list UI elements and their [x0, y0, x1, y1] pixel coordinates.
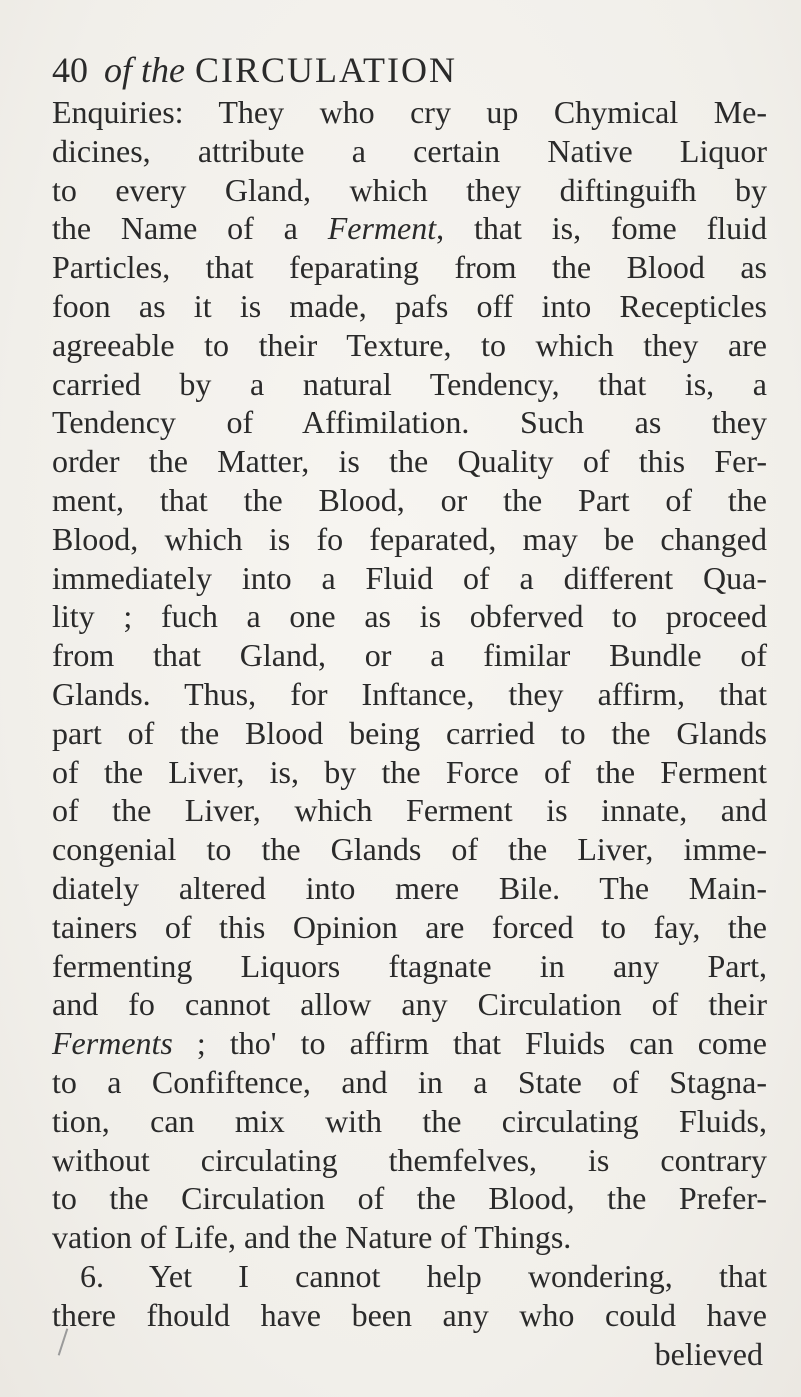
- text-line: of the Liver, which Ferment is innate, and: [52, 792, 767, 829]
- text-line: vation of Life, and the Nature of Things.: [52, 1219, 572, 1256]
- running-head: [52, 48, 752, 92]
- text-line: carried by a natural Tendency, that is, a: [52, 365, 767, 402]
- text-line: from that Gland, or a fimilar Bundle of: [52, 637, 767, 674]
- text-run: the Name of a: [52, 210, 328, 247]
- catchword-line: [52, 1335, 767, 1374]
- text-line: to a Confiftence, and in a State of Stagna-: [52, 1063, 767, 1100]
- text-line: to every Gland, which they diftinguifh by: [52, 171, 767, 208]
- text-line: tion, can mix with the circulating Fluids,: [52, 1102, 767, 1139]
- text-line: Enquiries: They who cry up Chymical Me-: [52, 94, 767, 130]
- text-line: part of the Blood being carried to the Glands: [52, 714, 767, 751]
- text-line: ment, that the Blood, or the Part of the: [52, 481, 767, 518]
- text-line: diately altered into mere Bile. The Main-: [52, 869, 767, 906]
- text-run: ; tho' to affirm that Fluids can come: [172, 1025, 767, 1062]
- body-text: [52, 93, 767, 1373]
- text-run: , that is, fome fluid: [436, 210, 767, 247]
- running-head-title: CIRCULATION: [194, 50, 457, 90]
- text-line: order the Matter, is the Quality of this Fer-: [52, 443, 767, 480]
- page-number: 40: [52, 50, 88, 90]
- text-line: tainers of this Opinion are forced to fay, the: [52, 908, 767, 945]
- text-line: Blood, which is fo feparated, may be changed: [52, 520, 767, 557]
- text-line: to the Circulation of the Blood, the Prefer-: [52, 1180, 767, 1217]
- italic-term: Ferment: [327, 210, 437, 247]
- text-line: [52, 209, 767, 248]
- catchword: believed: [654, 1335, 763, 1372]
- text-line: lity ; fuch a one as is obferved to proceed: [52, 598, 767, 635]
- text-line: there fhould have been any who could have: [52, 1296, 767, 1333]
- text-line: congenial to the Glands of the Liver, imme-: [52, 831, 767, 868]
- text-line: Tendency of Affimilation. Such as they: [52, 404, 767, 441]
- running-head-preposition: of the: [104, 50, 185, 90]
- text-line: without circulating themfelves, is contrary: [52, 1141, 767, 1178]
- text-line: Particles, that feparating from the Blood as: [52, 249, 767, 286]
- text-line: dicines, attribute a certain Native Liquor: [52, 132, 767, 169]
- text-line: foon as it is made, pafs off into Recepticles: [52, 287, 767, 324]
- text-line: and fo cannot allow any Circulation of their: [52, 986, 767, 1023]
- text-line: Glands. Thus, for Inftance, they affirm, that: [52, 675, 767, 712]
- paragraph-start-line: 6. Yet I cannot help wondering, that: [80, 1257, 767, 1294]
- text-line: immediately into a Fluid of a different Qua-: [52, 559, 767, 596]
- text-line: fermenting Liquors ftagnate in any Part,: [52, 947, 767, 984]
- text-line: agreeable to their Texture, to which they are: [52, 326, 767, 363]
- text-line: of the Liver, is, by the Force of the Ferment: [52, 753, 767, 790]
- italic-term: Ferments: [52, 1025, 173, 1062]
- text-line: [52, 1024, 767, 1063]
